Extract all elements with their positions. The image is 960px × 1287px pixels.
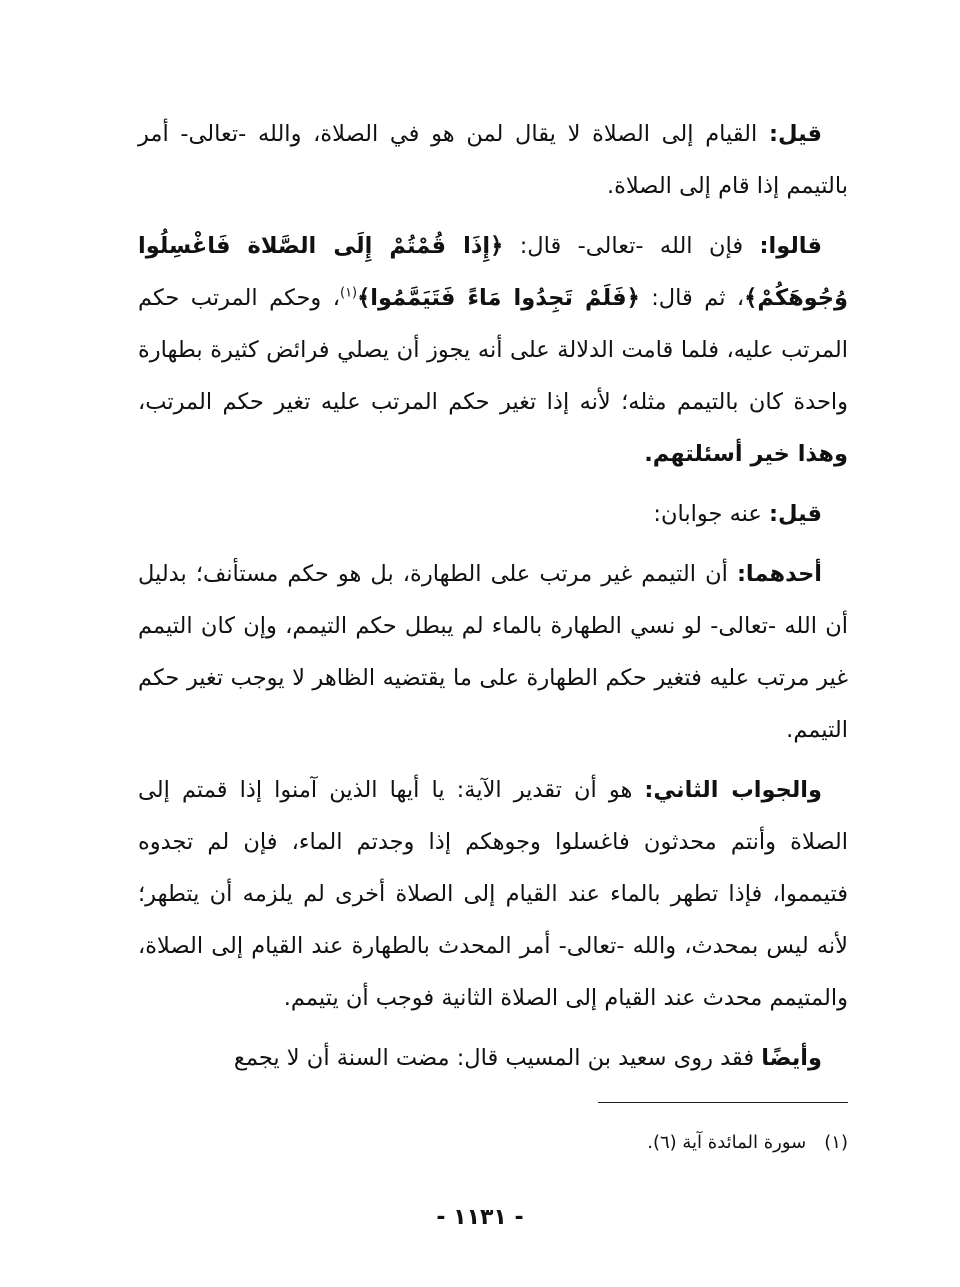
paragraph-4 xyxy=(138,548,848,756)
main-text xyxy=(138,108,848,1092)
paragraph-6-text: فقد روى سعيد بن المسيب قال: مضت السنة أن لا يجمع xyxy=(233,1045,762,1071)
paragraph-2-text-a: فإن الله -تعالى- قال: xyxy=(503,233,760,259)
paragraph-6 xyxy=(138,1032,848,1084)
paragraph-3 xyxy=(138,488,848,540)
paragraph-5-text: هو أن تقدير الآية: يا أيها الذين آمنوا إذا قمتم إلى الصلاة وأنتم محدثون فاغسلوا وجوهكم إذا وجدتم الماء، فإن لم تجدوه فتيمموا، فإذا تطهر بالماء عند القيام إلى الصلاة أخرى لم يلزمه أن يتطهر؛ لأنه ليس بمحدث، والله -تعالى- أمر المحدث بالطهارة عند القيام إلى الصلاة، والمتيمم محدث عند القيام إلى الصلاة الثانية فوجب أن يتيمم. xyxy=(138,777,848,1011)
quran-verse-1: ﴿إِذَا قُمْتُمْ إِلَى الصَّلاة فَاغْسِلُوا وُجُوهَكُمْ﴾ xyxy=(138,233,848,311)
footnote xyxy=(647,1128,848,1158)
paragraph-4-lead: أحدهما: xyxy=(736,561,822,587)
paragraph-3-lead: قيل: xyxy=(769,501,822,527)
paragraph-2 xyxy=(138,220,848,480)
paragraph-2-text-c: ، وحكم المرتب حكم المرتب عليه، فلما قامت الدلالة على أنه يجوز أن يصلي فرائض كثيرة بطهارة واحدة كان بالتيمم مثله؛ لأنه إذا تغير حكم المرتب عليه تغير حكم المرتب، xyxy=(138,285,848,415)
footnote-text: سورة المائدة آية (٦). xyxy=(647,1132,807,1153)
paragraph-6-lead: وأيضًا xyxy=(761,1045,822,1071)
paragraph-5-lead: والجواب الثاني: xyxy=(644,777,822,803)
paragraph-2-closing: وهذا خير أسئلتهم. xyxy=(644,441,848,467)
footnote-reference: (١) xyxy=(339,285,358,301)
footnote-divider xyxy=(598,1102,848,1103)
paragraph-4-text: أن التيمم غير مرتب على الطهارة، بل هو حكم مستأنف؛ بدليل أن الله -تعالى- لو نسي الطهارة بالماء لم يبطل حكم التيمم، وإن كان التيمم غير مرتب عليه فتغير حكم الطهارة على ما يقتضيه الظاهر لا يوجب تغير حكم التيمم. xyxy=(138,561,848,743)
paragraph-3-text: عنه جوابان: xyxy=(653,501,769,527)
footnote-number: (١) xyxy=(824,1132,848,1153)
paragraph-2-text-b: ، ثم قال: xyxy=(639,285,745,311)
quran-verse-2: ﴿فَلَمْ تَجِدُوا مَاءً فَتَيَمَّمُوا﴾ xyxy=(357,285,640,311)
page-number: - ١١٣١ - xyxy=(436,1205,524,1230)
paragraph-5 xyxy=(138,764,848,1024)
paragraph-1 xyxy=(138,108,848,212)
paragraph-2-lead: قالوا: xyxy=(759,233,822,259)
paragraph-1-lead: قيل: xyxy=(769,121,822,147)
paragraph-1-text: القيام إلى الصلاة لا يقال لمن هو في الصلاة، والله -تعالى- أمر بالتيمم إذا قام إلى الصلاة. xyxy=(138,121,848,199)
